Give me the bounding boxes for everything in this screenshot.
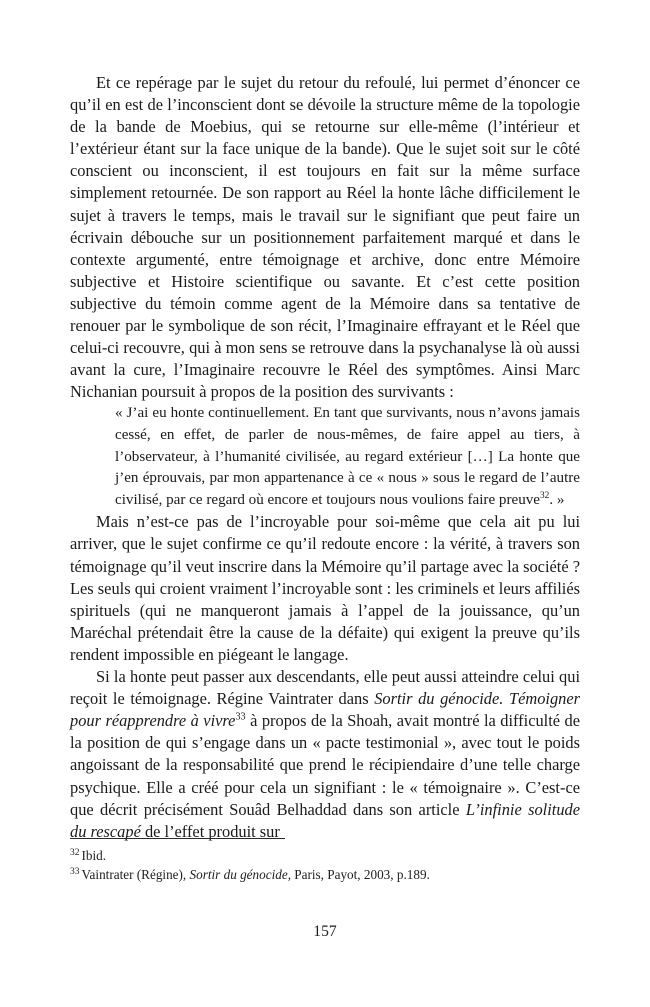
footnote-marker-32: 32 <box>70 847 80 858</box>
footnote-marker-33: 33 <box>70 866 80 877</box>
paragraph-3 <box>70 666 580 843</box>
footnote-32-text: Ibid. <box>81 848 107 863</box>
footnote-33 <box>70 865 580 884</box>
footnote-33-title: Sortir du génocide, <box>189 867 291 882</box>
footnote-33-text-before-title: Vaintrater (Régine), <box>81 867 190 882</box>
paragraph-1: Et ce repérage par le sujet du retour du refoulé, lui permet d’énoncer ce qu’il en est de l’inconscient dont se dévoile la structure même de la topologie de la bande de Moebius, qui se retourne sur elle-même (l’intérieur et l’extérieur étant sur la face unique de la bande). Que le sujet soit sur le côté conscient ou inconscient, il est toujours en fait sur la même surface simplement retournée. De son rapport au Réel la honte lâche difficilement le sujet à travers le temps, mais le travail sur le signifiant que peut faire un écrivain débouche sur un positionnement parfaitement marqué et dans le contexte argumenté, entre témoignage et archive, donc entre Mémoire subjective et Histoire scientifique ou savante. Et c’est cette position subjective du témoin comme agent de la Mémoire dans sa tentative de renouer par le symbolique de son récit, l’Imaginaire effrayant et le Réel que celui-ci recouvre, qui à mon sens se retrouve dans la psychanalyse là où aussi avant la cure, l’Imaginaire recouvre le Réel des symptômes. Ainsi Marc Nichanian poursuit à propos de la position des survivants : <box>70 73 580 402</box>
footnote-separator-rule <box>70 838 285 839</box>
article-title-infinie-solitude: L’infinie solitude du rescapé <box>70 799 580 841</box>
paragraph-3-part-1: Si la honte peut passer aux descendants, elle peut aussi atteindre celui qui reçoit le témoignage. Régine Vaintrater dans <box>70 667 580 709</box>
blockquote-nichanian <box>70 403 580 511</box>
paragraph-3-part-2: à propos de la Shoah, avait montré la difficulté de la position de qui s’engage dans un « pacte testimonial », avec tout le poids angoissant de la responsabilité que prend le récipiendaire d’une telle charge psychique. Elle a créé pour cela un signifiant : le « témoignaire ». C’est-ce que décrit précisément Souâd Belhaddad dans son article <box>70 711 580 819</box>
paragraph-2: Mais n’est-ce pas de l’incroyable pour soi-même que cela ait pu lui arriver, que le sujet confirme ce qu’il redoute encore : la vérité, à travers son témoignage qu’il veut inscrire dans la Mémoire qu’il partage avec la société ? Les seuls qui croient vraiment l’incroyable sont : les criminels et leurs affiliés spirituels (qui ne manqueront jamais à l’appel de la jouissance, qu’un Maréchal prétendait être la cause de la défaite) qui exigent la preuve qu’ils rendent impossible en piégeant le langage. <box>70 512 580 664</box>
footnote-ref-32[interactable]: 32 <box>540 490 550 501</box>
blockquote-text-before-note: « J’ai eu honte continuellement. En tant que survivants, nous n’avons jamais cessé, en effet, de parler de nous-mêmes, de faire appel au tiers, à l’observateur, à l’humanité civilisée, au regard extérieur […] La honte que j’en éprouvais, par mon appartenance à ce « nous » sous le regard de l’autre civilisé, par ce regard où encore et toujours nous voulions faire preuve <box>115 405 580 508</box>
paragraph-3-part-3: de l’effet produit sur <box>140 821 280 841</box>
blockquote-text-after-note: . » <box>549 491 565 508</box>
footnote-32 <box>70 846 580 865</box>
page-text-block <box>70 72 580 843</box>
page-number: 157 <box>313 923 337 940</box>
footnote-area <box>70 846 580 884</box>
footnote-ref-33[interactable]: 33 <box>235 711 246 723</box>
book-title-sortir-du-genocide: Sortir du génocide. Témoigner pour réapprendre à vivre <box>70 689 580 731</box>
footnote-33-text-after-title: Paris, Payot, 2003, p.189. <box>291 867 430 882</box>
